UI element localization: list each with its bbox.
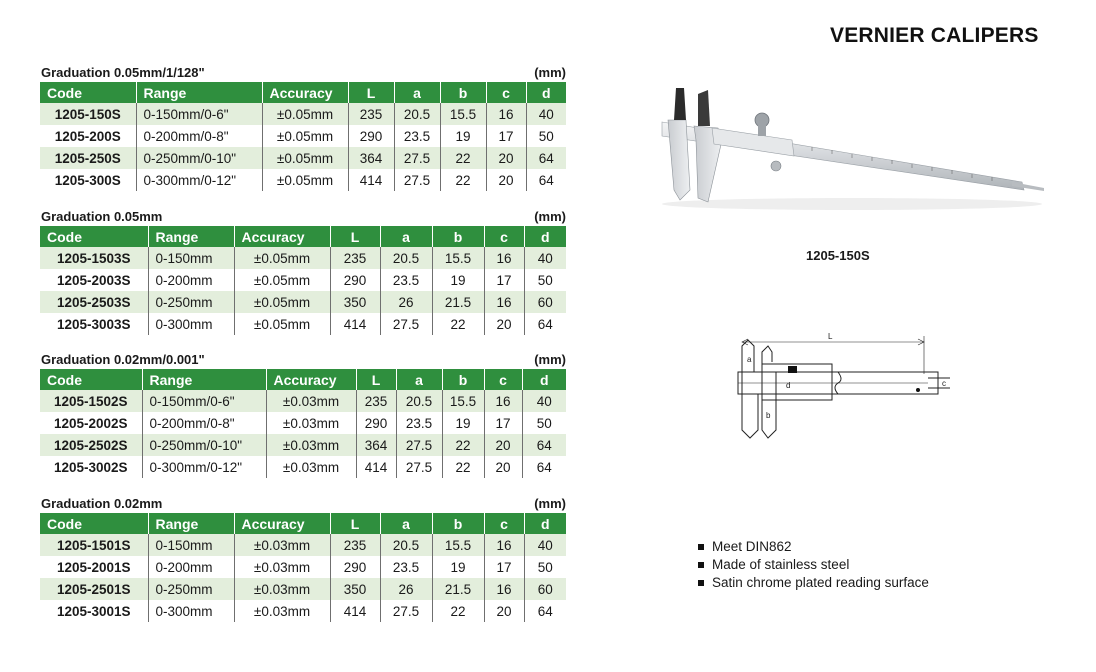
spec-table [40, 226, 566, 335]
table-cell: ±0.03mm [234, 600, 330, 622]
product-code-cell: 1205-2502S [40, 434, 142, 456]
table-cell: 50 [522, 412, 566, 434]
column-header: Range [136, 82, 262, 103]
product-code-cell: 1205-200S [40, 125, 136, 147]
table-cell: 17 [486, 125, 526, 147]
table-cell: 16 [486, 103, 526, 125]
table-cell: ±0.05mm [234, 291, 330, 313]
column-header: a [394, 82, 440, 103]
caliper-photo [652, 80, 1047, 210]
table-cell: 64 [522, 456, 566, 478]
column-header: L [348, 82, 394, 103]
product-code-cell: 1205-1503S [40, 247, 148, 269]
column-header: Code [40, 513, 148, 534]
graduation-label: Graduation 0.02mm/0.001" [41, 352, 205, 367]
page-title: VERNIER CALIPERS [830, 24, 1039, 47]
column-header: b [432, 513, 484, 534]
spec-section [40, 208, 566, 335]
spec-table [40, 82, 566, 191]
table-cell: 350 [330, 578, 380, 600]
table-row [40, 456, 566, 478]
table-cell: 17 [484, 556, 524, 578]
table-cell: 414 [330, 600, 380, 622]
table-row [40, 169, 566, 191]
table-row [40, 125, 566, 147]
table-cell: 16 [484, 291, 524, 313]
table-row [40, 147, 566, 169]
features-list [698, 538, 929, 592]
spec-table [40, 513, 566, 622]
table-header-row [40, 82, 566, 103]
table-cell: 0-250mm [148, 578, 234, 600]
table-cell: 0-150mm/0-6" [136, 103, 262, 125]
table-cell: 64 [526, 147, 566, 169]
column-header: a [396, 369, 442, 390]
table-row [40, 291, 566, 313]
table-row [40, 390, 566, 412]
table-cell: 414 [348, 169, 394, 191]
table-cell: 17 [484, 269, 524, 291]
unit-label: (mm) [534, 65, 566, 80]
table-cell: 22 [442, 434, 484, 456]
spec-table [40, 369, 566, 478]
column-header: L [356, 369, 396, 390]
graduation-label: Graduation 0.05mm [41, 209, 163, 224]
column-header: d [524, 513, 566, 534]
table-cell: 0-150mm [148, 534, 234, 556]
unit-label: (mm) [534, 209, 566, 224]
column-header: L [330, 226, 380, 247]
table-cell: 40 [526, 103, 566, 125]
table-row [40, 556, 566, 578]
table-cell: 20.5 [380, 247, 432, 269]
table-cell: 235 [330, 534, 380, 556]
table-cell: 16 [484, 534, 524, 556]
table-cell: 290 [330, 269, 380, 291]
table-row [40, 313, 566, 335]
table-cell: 0-150mm/0-6" [142, 390, 266, 412]
product-code-cell: 1205-3002S [40, 456, 142, 478]
table-cell: 0-300mm/0-12" [136, 169, 262, 191]
photo-caption: 1205-150S [806, 248, 870, 263]
table-cell: 26 [380, 291, 432, 313]
column-header: d [524, 226, 566, 247]
table-cell: 20 [484, 600, 524, 622]
column-header: Accuracy [266, 369, 356, 390]
table-cell: 27.5 [380, 313, 432, 335]
product-code-cell: 1205-3003S [40, 313, 148, 335]
table-cell: 26 [380, 578, 432, 600]
column-header: Code [40, 82, 136, 103]
table-cell: 0-300mm [148, 313, 234, 335]
table-cell: 22 [440, 147, 486, 169]
table-cell: 20.5 [380, 534, 432, 556]
table-cell: 20 [486, 169, 526, 191]
feature-item [698, 556, 929, 574]
table-row [40, 434, 566, 456]
column-header: Code [40, 369, 142, 390]
table-cell: 0-200mm [148, 556, 234, 578]
table-cell: ±0.05mm [262, 125, 348, 147]
column-header: b [440, 82, 486, 103]
feature-text: Satin chrome plated reading surface [712, 575, 929, 590]
bullet-square-icon [698, 544, 704, 550]
column-header: b [432, 226, 484, 247]
table-cell: 20.5 [394, 103, 440, 125]
table-cell: 23.5 [396, 412, 442, 434]
feature-text: Made of stainless steel [712, 557, 850, 572]
feature-item [698, 538, 929, 556]
table-cell: 15.5 [432, 247, 484, 269]
table-cell: 27.5 [380, 600, 432, 622]
table-cell: 414 [356, 456, 396, 478]
table-row [40, 600, 566, 622]
table-header-row [40, 369, 566, 390]
column-header: Range [142, 369, 266, 390]
table-cell: 64 [522, 434, 566, 456]
table-cell: 364 [356, 434, 396, 456]
product-code-cell: 1205-1501S [40, 534, 148, 556]
table-cell: 0-250mm/0-10" [136, 147, 262, 169]
table-cell: 50 [524, 269, 566, 291]
column-header: c [484, 513, 524, 534]
product-code-cell: 1205-150S [40, 103, 136, 125]
table-cell: 235 [356, 390, 396, 412]
table-cell: ±0.05mm [234, 247, 330, 269]
table-cell: 16 [484, 578, 524, 600]
table-cell: 350 [330, 291, 380, 313]
table-row [40, 412, 566, 434]
table-cell: 0-250mm/0-10" [142, 434, 266, 456]
product-code-cell: 1205-1502S [40, 390, 142, 412]
table-cell: 22 [442, 456, 484, 478]
table-cell: 64 [526, 169, 566, 191]
table-cell: 40 [524, 534, 566, 556]
table-cell: ±0.03mm [234, 534, 330, 556]
feature-text: Meet DIN862 [712, 539, 792, 554]
table-cell: 16 [484, 390, 522, 412]
product-code-cell: 1205-3001S [40, 600, 148, 622]
column-header: Accuracy [234, 513, 330, 534]
column-header: d [526, 82, 566, 103]
table-cell: 64 [524, 313, 566, 335]
table-cell: 50 [524, 556, 566, 578]
column-header: c [484, 369, 522, 390]
table-cell: 17 [484, 412, 522, 434]
spec-section [40, 351, 566, 478]
table-cell: 19 [442, 412, 484, 434]
column-header: Accuracy [234, 226, 330, 247]
table-cell: 15.5 [440, 103, 486, 125]
table-cell: 20 [484, 434, 522, 456]
table-cell: 290 [348, 125, 394, 147]
table-cell: 235 [330, 247, 380, 269]
table-cell: 20 [484, 313, 524, 335]
column-header: c [486, 82, 526, 103]
table-cell: 15.5 [432, 534, 484, 556]
table-cell: 27.5 [394, 169, 440, 191]
table-row [40, 269, 566, 291]
table-cell: 40 [524, 247, 566, 269]
table-cell: ±0.03mm [234, 578, 330, 600]
graduation-label: Graduation 0.05mm/1/128" [41, 65, 205, 80]
table-cell: 19 [432, 269, 484, 291]
table-cell: 27.5 [396, 434, 442, 456]
product-code-cell: 1205-2002S [40, 412, 142, 434]
table-cell: 27.5 [394, 147, 440, 169]
table-cell: 16 [484, 247, 524, 269]
column-header: Accuracy [262, 82, 348, 103]
table-cell: ±0.03mm [266, 412, 356, 434]
table-cell: 23.5 [380, 269, 432, 291]
table-header-row [40, 226, 566, 247]
dim-label-d: d [786, 381, 791, 390]
table-cell: 60 [524, 291, 566, 313]
table-cell: 0-150mm [148, 247, 234, 269]
product-code-cell: 1205-2501S [40, 578, 148, 600]
column-header: Range [148, 513, 234, 534]
column-header: Range [148, 226, 234, 247]
table-cell: 290 [330, 556, 380, 578]
table-cell: 23.5 [380, 556, 432, 578]
column-header: d [522, 369, 566, 390]
table-cell: ±0.03mm [234, 556, 330, 578]
table-cell: 19 [440, 125, 486, 147]
table-cell: 0-200mm/0-8" [136, 125, 262, 147]
dimension-drawing [728, 330, 958, 440]
table-cell: ±0.05mm [262, 169, 348, 191]
spec-section [40, 64, 566, 191]
table-cell: 0-200mm/0-8" [142, 412, 266, 434]
table-cell: 40 [522, 390, 566, 412]
table-cell: 21.5 [432, 578, 484, 600]
product-code-cell: 1205-2003S [40, 269, 148, 291]
table-cell: 235 [348, 103, 394, 125]
column-header: Code [40, 226, 148, 247]
table-cell: ±0.05mm [262, 103, 348, 125]
table-header-row [40, 513, 566, 534]
table-cell: 23.5 [394, 125, 440, 147]
table-cell: 20.5 [396, 390, 442, 412]
table-cell: 20 [486, 147, 526, 169]
table-cell: ±0.03mm [266, 390, 356, 412]
product-code-cell: 1205-2001S [40, 556, 148, 578]
table-cell: 0-300mm/0-12" [142, 456, 266, 478]
table-cell: 414 [330, 313, 380, 335]
table-cell: 364 [348, 147, 394, 169]
table-cell: 64 [524, 600, 566, 622]
table-cell: 21.5 [432, 291, 484, 313]
table-cell: ±0.05mm [262, 147, 348, 169]
table-cell: 50 [526, 125, 566, 147]
table-row [40, 578, 566, 600]
table-cell: 0-200mm [148, 269, 234, 291]
column-header: b [442, 369, 484, 390]
dim-label-c: c [942, 379, 946, 388]
table-cell: ±0.03mm [266, 434, 356, 456]
table-cell: 0-250mm [148, 291, 234, 313]
column-header: c [484, 226, 524, 247]
table-cell: 15.5 [442, 390, 484, 412]
table-row [40, 534, 566, 556]
unit-label: (mm) [534, 496, 566, 511]
feature-item [698, 574, 929, 592]
table-cell: ±0.05mm [234, 313, 330, 335]
dim-label-l: L [828, 332, 833, 341]
graduation-label: Graduation 0.02mm [41, 496, 163, 511]
table-row [40, 247, 566, 269]
table-cell: ±0.05mm [234, 269, 330, 291]
table-row [40, 103, 566, 125]
column-header: a [380, 513, 432, 534]
dim-label-a: a [747, 355, 752, 364]
dim-label-b: b [766, 411, 771, 420]
table-cell: 290 [356, 412, 396, 434]
product-code-cell: 1205-2503S [40, 291, 148, 313]
table-cell: 60 [524, 578, 566, 600]
product-code-cell: 1205-250S [40, 147, 136, 169]
product-code-cell: 1205-300S [40, 169, 136, 191]
spec-section [40, 495, 566, 622]
table-cell: 22 [432, 600, 484, 622]
unit-label: (mm) [534, 352, 566, 367]
table-cell: 27.5 [396, 456, 442, 478]
column-header: L [330, 513, 380, 534]
table-cell: 19 [432, 556, 484, 578]
table-cell: 22 [440, 169, 486, 191]
table-cell: ±0.03mm [266, 456, 356, 478]
table-cell: 20 [484, 456, 522, 478]
column-header: a [380, 226, 432, 247]
table-cell: 22 [432, 313, 484, 335]
table-cell: 0-300mm [148, 600, 234, 622]
bullet-square-icon [698, 580, 704, 586]
bullet-square-icon [698, 562, 704, 568]
